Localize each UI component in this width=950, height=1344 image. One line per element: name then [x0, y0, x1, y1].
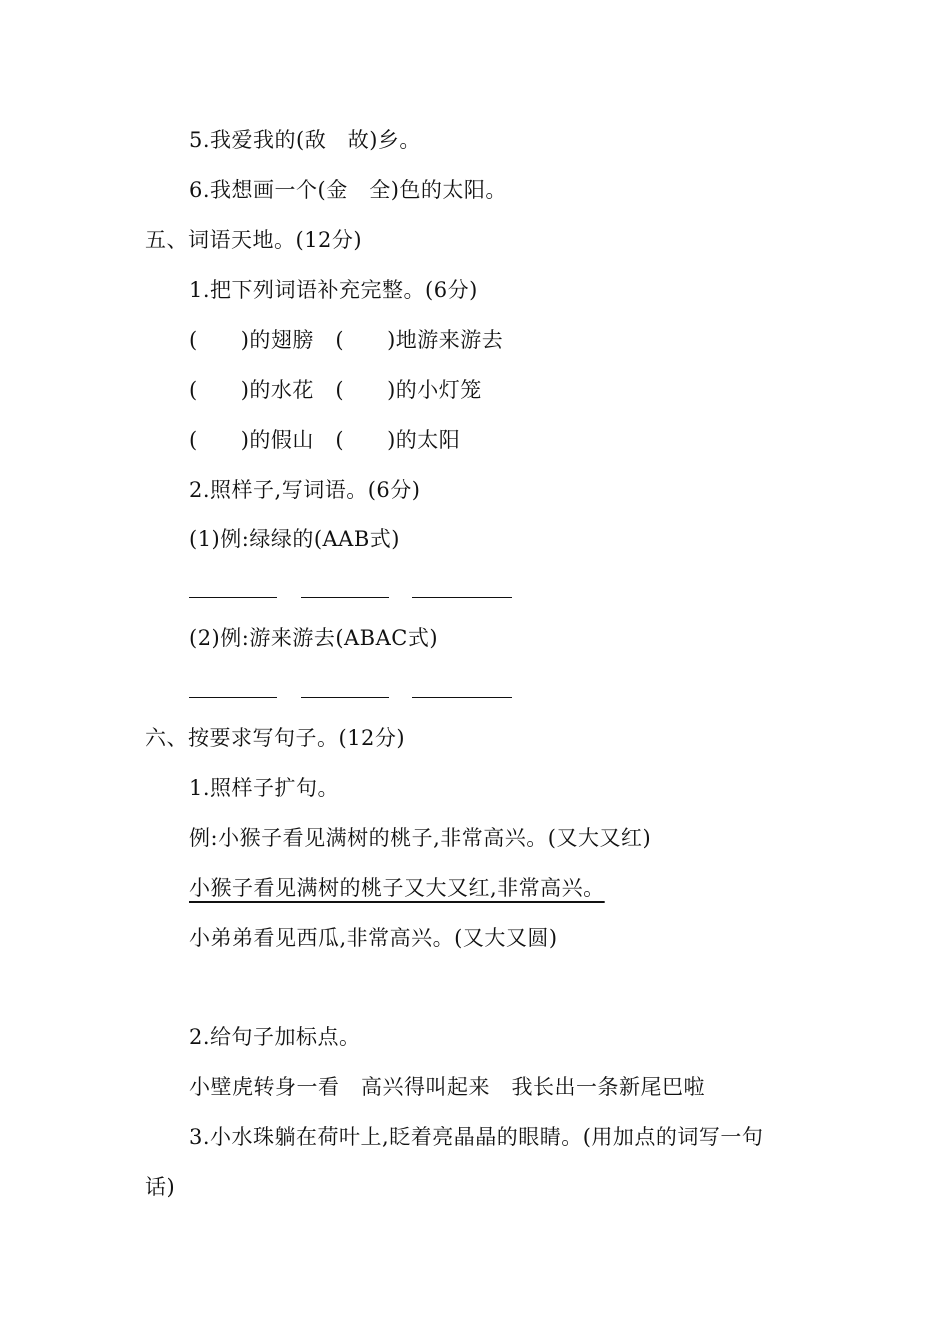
answer-blank-1c[interactable]	[412, 597, 512, 598]
q6-part1-title: 1.照样子扩句。	[189, 776, 340, 800]
q5-fill-row-2: ( )的水花 ( )的小灯笼	[189, 378, 482, 402]
q6-part2-title: 2.给句子加标点。	[189, 1025, 361, 1049]
q6-example-answer: 小猴子看见满树的桃子又大又红,非常高兴。	[189, 876, 605, 900]
q6-example: 例:小猴子看见满树的桃子,非常高兴。(又大又红)	[189, 826, 652, 850]
q6-part3-line-2: 话)	[145, 1175, 176, 1199]
q5-part2-title: 2.照样子,写词语。(6分)	[189, 478, 421, 502]
section-6-heading: 六、按要求写句子。(12分)	[145, 726, 406, 750]
q6-punctuation-sentence: 小壁虎转身一看 高兴得叫起来 我长出一条新尾巴啦	[189, 1075, 705, 1099]
q5-fill-row-1: ( )的翅膀 ( )地游来游去	[189, 328, 504, 352]
answer-blank-2b[interactable]	[301, 697, 389, 698]
q5-fill-row-3: ( )的假山 ( )的太阳	[189, 428, 461, 452]
q6-task: 小弟弟看见西瓜,非常高兴。(又大又圆)	[189, 926, 558, 950]
q6-part3-line-1: 3.小水珠躺在荷叶上,眨着亮晶晶的眼睛。(用加点的词写一句	[189, 1125, 764, 1149]
q4-item-6: 6.我想画一个(金 全)色的太阳。	[189, 178, 507, 202]
answer-blank-1b[interactable]	[301, 597, 389, 598]
answer-blank-2a[interactable]	[189, 697, 277, 698]
q5-example-2: (2)例:游来游去(ABAC式)	[189, 626, 439, 650]
answer-blank-1a[interactable]	[189, 597, 277, 598]
q5-example-1: (1)例:绿绿的(AAB式)	[189, 527, 400, 551]
answer-blank-2c[interactable]	[412, 697, 512, 698]
q5-part1-title: 1.把下列词语补充完整。(6分)	[189, 278, 478, 302]
q4-item-5: 5.我爱我的(敌 故)乡。	[189, 128, 421, 152]
section-5-heading: 五、词语天地。(12分)	[145, 228, 363, 252]
